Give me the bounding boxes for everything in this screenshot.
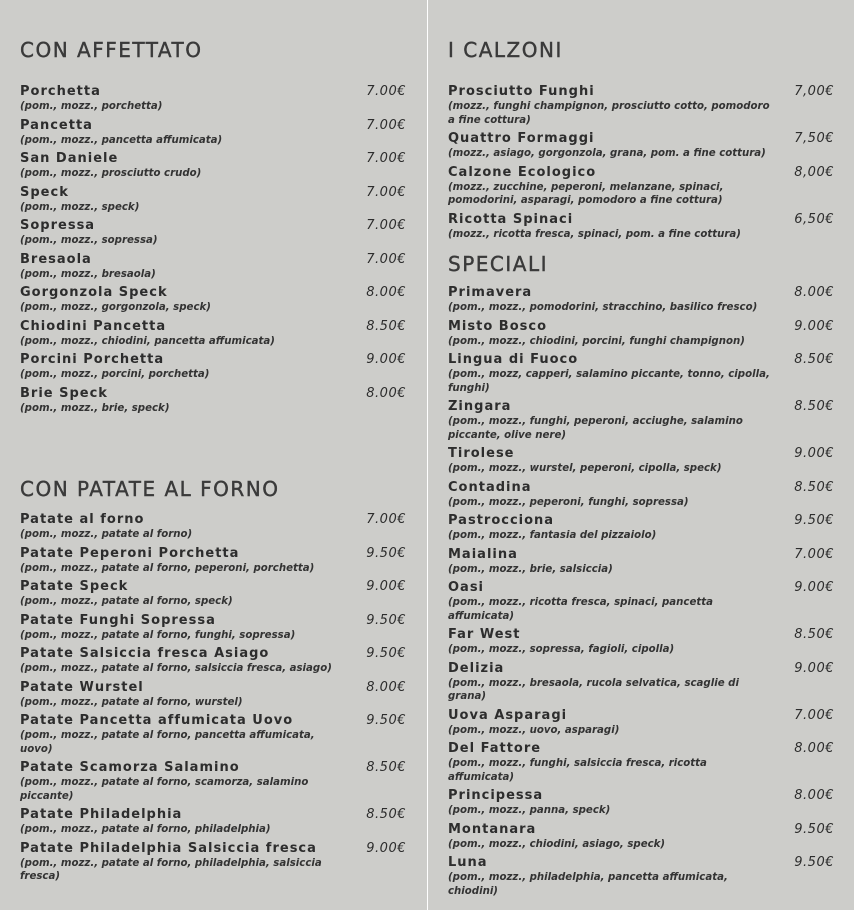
menu-item: [20, 319, 408, 349]
menu-item: [448, 661, 836, 704]
menu-item-description: (pom., mozz., patate al forno): [20, 529, 193, 540]
menu-item-name: Luna: [448, 855, 488, 870]
menu-item-price: 9.00€: [794, 660, 834, 676]
menu-item: [448, 84, 836, 127]
menu-item-name: Patate Scamorza Salamino: [20, 760, 240, 775]
menu-item-name: Prosciutto Funghi: [448, 84, 595, 99]
menu-item-description: (pom., mozz., patate al forno, salsiccia fresca, asiago): [20, 663, 332, 674]
menu-item-price: 7.00€: [366, 117, 406, 133]
menu-item: [20, 218, 408, 248]
menu-item-name: Patate Salsiccia fresca Asiago: [20, 646, 270, 661]
menu-item-name: Uova Asparagi: [448, 707, 568, 723]
menu-item-name: Patate al forno: [20, 512, 145, 527]
menu-item: [448, 788, 836, 818]
menu-item-price: 9.00€: [794, 318, 834, 334]
menu-item-name: Ricotta Spinaci: [448, 211, 574, 227]
menu-item: [20, 841, 408, 884]
menu-item-price: 7.00€: [366, 218, 406, 233]
menu-item: [448, 480, 836, 510]
menu-item-price: 7.00€: [794, 546, 834, 562]
menu-item: [20, 352, 408, 382]
menu-item-name: Principessa: [448, 788, 544, 803]
menu-item-name: Patate Pancetta affumicata Uovo: [20, 713, 294, 728]
menu-item-description: (pom., mozz., funghi, peperoni, acciughe, salamino piccante, olive nere): [448, 416, 743, 441]
section-title-patate: CON PATATE AL FORNO: [20, 477, 280, 501]
menu-item: [20, 84, 408, 114]
menu-item-description: (mozz., ricotta fresca, spinaci, pom. a fine cottura): [448, 228, 741, 240]
menu-item-description: (pom., mozz., wurstel, peperoni, cipolla, speck): [448, 463, 722, 474]
menu-item-name: Montanara: [448, 821, 537, 837]
menu-list-patate: [20, 512, 408, 888]
menu-item-description: (pom., mozz., prosciutto crudo): [20, 168, 202, 179]
menu-item-description: (pom., mozz., philadelphia, pancetta affumicata, chiodini): [448, 872, 728, 897]
menu-item-price: 9.50€: [366, 545, 406, 561]
menu-item: [448, 285, 836, 315]
menu-item-description: (pom., mozz., patate al forno, philadelphia): [20, 824, 271, 835]
menu-item-name: Bresaola: [20, 251, 92, 267]
menu-list-affettato: [20, 84, 408, 419]
menu-item-price: 8.50€: [366, 807, 406, 822]
menu-item-name: Zingara: [448, 399, 512, 414]
menu-item-name: Patate Philadelphia: [20, 807, 183, 822]
menu-item-price: 7.00€: [366, 84, 406, 99]
menu-item-name: Tirolese: [448, 446, 515, 461]
menu-item-description: (pom., mozz., patate al forno, wurstel): [20, 696, 243, 708]
menu-item-name: Primavera: [448, 285, 533, 300]
menu-item: [448, 352, 836, 395]
menu-item-price: 8.50€: [794, 627, 834, 642]
menu-item-description: (pom., mozz., brie, speck): [20, 402, 170, 414]
menu-item: [448, 319, 836, 349]
menu-item: [448, 165, 836, 208]
menu-item-name: Delizia: [448, 660, 505, 676]
menu-item-name: Contadina: [448, 479, 532, 495]
menu-item-name: Porcini Porchetta: [20, 352, 165, 367]
menu-item-price: 9.00€: [794, 580, 834, 595]
menu-item-description: (pom., mozz., patate al forno, philadelphia, salsiccia fresca): [20, 857, 322, 882]
menu-item-description: (pom., mozz., pomodorini, stracchino, basilico fresco): [448, 302, 758, 313]
menu-item-name: Patate Funghi Sopressa: [20, 612, 216, 628]
menu-item-description: (mozz., asiago, gorgonzola, grana, pom. a fine cottura): [448, 148, 766, 159]
menu-item-name: Oasi: [448, 580, 485, 595]
menu-item-price: 7.00€: [366, 512, 406, 527]
menu-item-name: Patate Philadelphia Salsiccia fresca: [20, 840, 317, 856]
menu-item-name: Chiodini Pancetta: [20, 318, 167, 334]
column-divider: [427, 0, 428, 910]
menu-item: [448, 855, 836, 898]
menu-item: [20, 807, 408, 837]
menu-item: [448, 212, 836, 242]
menu-item-name: Far West: [448, 627, 521, 642]
menu-item-price: 8,00€: [794, 164, 834, 180]
menu-item-price: 8.50€: [794, 399, 834, 414]
menu-item: [20, 579, 408, 609]
menu-item: [20, 185, 408, 215]
menu-item: [20, 760, 408, 803]
menu-item-description: (pom., mozz., sopressa): [20, 235, 158, 246]
menu-item: [448, 399, 836, 442]
menu-item-description: (pom., mozz., patate al forno, pancetta affumicata, uovo): [20, 730, 315, 755]
menu-item-name: Patate Wurstel: [20, 679, 144, 695]
menu-item: [448, 741, 836, 784]
menu-item: [448, 708, 836, 738]
menu-item-name: Pancetta: [20, 117, 93, 133]
menu-item: [20, 713, 408, 756]
menu-item: [20, 546, 408, 576]
menu-item-price: 8.50€: [794, 479, 834, 495]
menu-item-description: (mozz., zucchine, peperoni, melanzane, spinaci, pomodorini, asparagi, pomodoro a fine cottura): [448, 181, 724, 206]
menu-item-description: (pom., mozz., chiodini, porcini, funghi champignon): [448, 335, 745, 347]
menu-item-price: 8.00€: [794, 285, 834, 300]
menu-item-price: 7.00€: [366, 251, 406, 267]
menu-item: [448, 446, 836, 476]
menu-item-price: 8.50€: [366, 318, 406, 334]
menu-item-name: Speck: [20, 184, 69, 200]
menu-item: [20, 252, 408, 282]
menu-item-name: Sopressa: [20, 218, 96, 233]
menu-item-description: (pom., mozz., pancetta affumicata): [20, 134, 223, 146]
menu-item-price: 9.00€: [794, 446, 834, 461]
menu-item: [20, 613, 408, 643]
menu-item-price: 8.00€: [366, 385, 406, 401]
menu-item: [448, 547, 836, 577]
menu-item-price: 7,50€: [794, 131, 834, 146]
menu-item-description: (pom., mozz., gorgonzola, speck): [20, 302, 211, 313]
menu-item-price: 9.50€: [366, 612, 406, 628]
menu-item-name: Patate Speck: [20, 579, 129, 594]
menu-item: [448, 513, 836, 543]
menu-item-price: 8.50€: [794, 352, 834, 367]
menu-item-price: 7.00€: [366, 151, 406, 166]
menu-item-description: (pom., mozz., patate al forno, scamorza, salamino piccante): [20, 777, 309, 802]
menu-item-price: 8.00€: [794, 741, 834, 756]
menu-list-calzoni: [448, 84, 836, 245]
menu-item-price: 8.00€: [366, 285, 406, 300]
menu-item-description: (pom., mozz., peperoni, funghi, sopressa): [448, 496, 689, 508]
menu-item-description: (pom., mozz., panna, speck): [448, 805, 611, 816]
menu-item-price: 9.50€: [794, 513, 834, 528]
menu-item-name: Calzone Ecologico: [448, 164, 597, 180]
menu-item-description: (pom., mozz., ricotta fresca, spinaci, pancetta affumicata): [448, 597, 713, 622]
menu-item-name: Porchetta: [20, 84, 101, 99]
menu-item-description: (pom., mozz., bresaola): [20, 268, 156, 280]
menu-item: [20, 386, 408, 416]
menu-item-name: Patate Peperoni Porchetta: [20, 545, 240, 561]
menu-item-name: Brie Speck: [20, 385, 108, 401]
menu-item: [20, 680, 408, 710]
menu-item-price: 9.00€: [366, 579, 406, 594]
menu-item-description: (pom., mozz, capperi, salamino piccante, tonno, cipolla, funghi): [448, 369, 770, 394]
menu-item-name: Pastrocciona: [448, 513, 555, 528]
menu-item-description: (pom., mozz., chiodini, asiago, speck): [448, 838, 666, 850]
menu-item-name: Misto Bosco: [448, 318, 548, 334]
menu-item-description: (pom., mozz., funghi, salsiccia fresca, ricotta affumicata): [448, 758, 707, 783]
menu-item-price: 9.00€: [366, 352, 406, 367]
section-title-speciali: SPECIALI: [448, 252, 548, 276]
menu-item-price: 7.00€: [366, 184, 406, 200]
menu-item-price: 7.00€: [794, 707, 834, 723]
menu-item-name: Gorgonzola Speck: [20, 285, 168, 300]
menu-item-name: Maialina: [448, 546, 518, 562]
menu-item-description: (pom., mozz., bresaola, rucola selvatica, scaglie di grana): [448, 677, 739, 702]
menu-item: [20, 646, 408, 676]
menu-item-description: (pom., mozz., sopressa, fagioli, cipolla): [448, 644, 675, 655]
menu-item-name: Quattro Formaggi: [448, 131, 595, 146]
menu-item-description: (pom., mozz., porchetta): [20, 101, 163, 112]
section-title-calzoni: I CALZONI: [448, 38, 563, 62]
menu-item: [20, 151, 408, 181]
menu-item: [448, 131, 836, 161]
menu-item: [20, 285, 408, 315]
menu-item-name: Del Fattore: [448, 741, 542, 756]
menu-item-description: (pom., mozz., patate al forno, speck): [20, 596, 233, 607]
menu-item-description: (pom., mozz., fantasia del pizzaiolo): [448, 530, 657, 541]
menu-item-description: (pom., mozz., porcini, porchetta): [20, 369, 210, 380]
menu-item: [448, 627, 836, 657]
menu-item-description: (mozz., funghi champignon, prosciutto cotto, pomodoro a fine cottura): [448, 101, 770, 126]
menu-item: [448, 580, 836, 623]
menu-item-price: 9.50€: [366, 713, 406, 728]
menu-item-price: 9.50€: [366, 646, 406, 661]
menu-list-speciali: [448, 285, 836, 902]
menu-item: [20, 118, 408, 148]
menu-item-description: (pom., mozz., chiodini, pancetta affumicata): [20, 335, 275, 347]
menu-item-name: San Daniele: [20, 151, 119, 166]
menu-item-price: 7,00€: [794, 84, 834, 99]
menu-item-price: 8.00€: [794, 788, 834, 803]
menu-item-description: (pom., mozz., speck): [20, 201, 140, 213]
menu-item-name: Lingua di Fuoco: [448, 352, 579, 367]
menu-item-description: (pom., mozz., patate al forno, funghi, sopressa): [20, 629, 296, 641]
section-title-affettato: CON AFFETTATO: [20, 38, 203, 62]
menu-item-description: (pom., mozz., brie, salsiccia): [448, 563, 613, 575]
menu-item-price: 8.50€: [366, 760, 406, 775]
menu-item: [448, 822, 836, 852]
menu-item-price: 6,50€: [794, 211, 834, 227]
menu-item-description: (pom., mozz., patate al forno, peperoni, porchetta): [20, 562, 315, 574]
menu-item-price: 9.50€: [794, 821, 834, 837]
menu-item-price: 9.00€: [366, 840, 406, 856]
menu-item-price: 8.00€: [366, 679, 406, 695]
menu-item-price: 9.50€: [794, 855, 834, 870]
menu-item: [20, 512, 408, 542]
menu-item-description: (pom., mozz., uovo, asparagi): [448, 724, 620, 736]
